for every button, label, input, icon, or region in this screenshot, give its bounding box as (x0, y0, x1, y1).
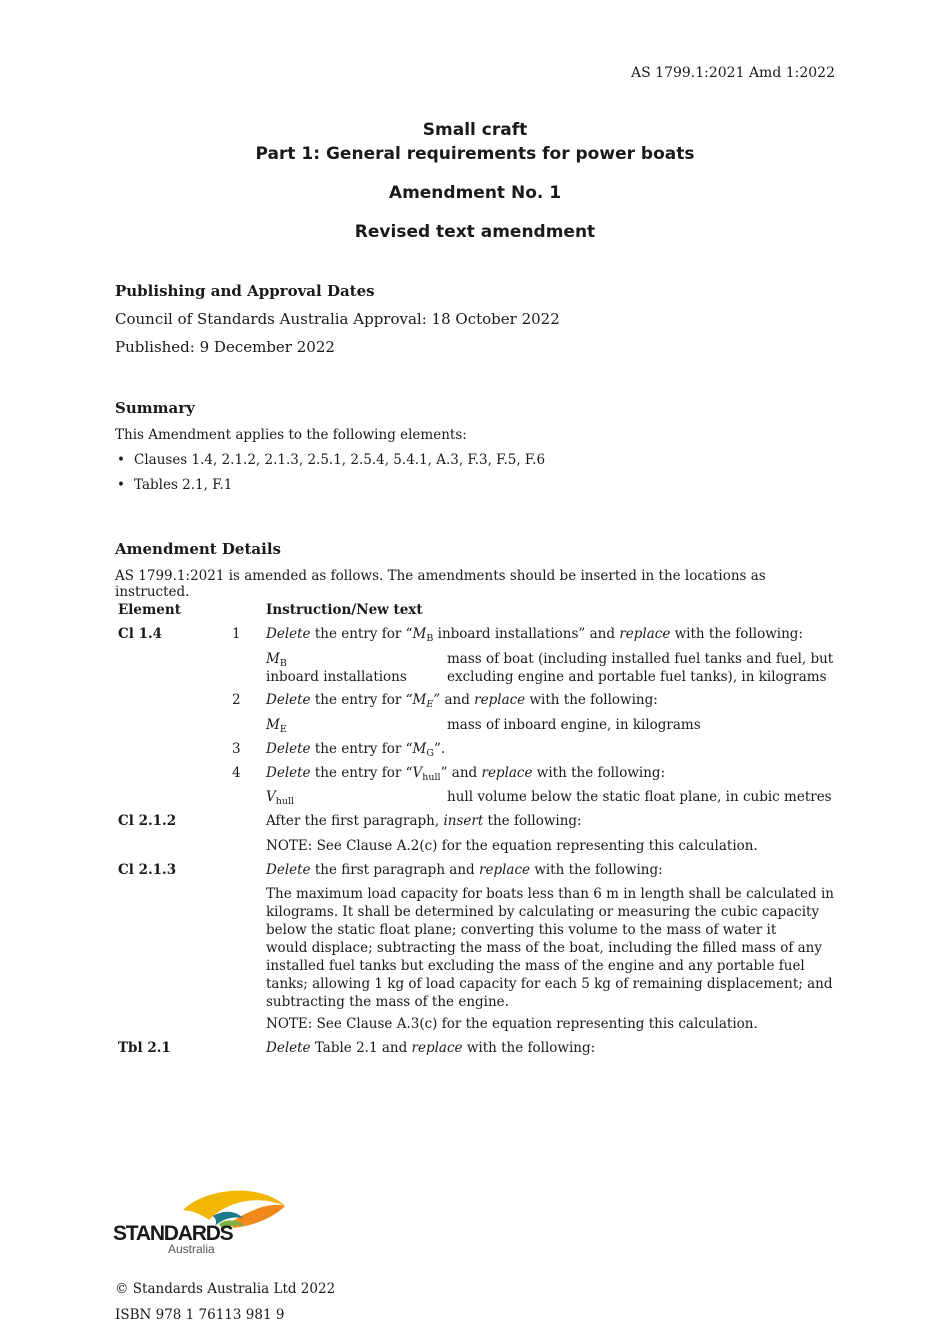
element-cl-2-1-3: Cl 2.1.3 (118, 862, 177, 878)
column-header-instruction: Instruction/New text (266, 602, 423, 618)
instruction-text: the entry for (314, 741, 402, 757)
subscript: E (426, 699, 434, 710)
instruction-text: the following: (487, 813, 582, 829)
note-cl-2-1-2: NOTE: See Clause A.2(c) for the equation representing this calculation. (266, 838, 758, 854)
symbol-mb (266, 650, 407, 686)
instruction-cl-2-1-2 (266, 812, 838, 830)
amendment-type: Revised text amendment (354, 222, 596, 242)
instruction-text: Table 2.1 and (314, 1040, 408, 1056)
instruction-text: and (451, 765, 478, 781)
instruction-tbl-2-1 (266, 1039, 838, 1057)
symbol: M (266, 651, 280, 667)
instruction-cl-2-1-3 (266, 861, 838, 879)
instruction-text: with the following: (534, 862, 663, 878)
symbol: V (266, 789, 276, 805)
item-number: 2 (232, 692, 241, 708)
summary-heading: Summary (115, 399, 195, 417)
dates-heading: Publishing and Approval Dates (115, 282, 375, 300)
replace-word: replace (479, 862, 531, 878)
element-tbl-2-1: Tbl 2.1 (118, 1040, 171, 1056)
replace-word: replace (411, 1040, 463, 1056)
symbol-extra: inboard installations (266, 669, 407, 685)
title-block (0, 118, 950, 244)
summary-item: • Clauses 1.4, 2.1.2, 2.1.3, 2.5.1, 2.5.4, 5.4.1, A.3, F.3, F.5, F.6 (115, 452, 835, 468)
delete-word: Delete (266, 765, 311, 781)
title-line-1: Small craft (422, 120, 528, 140)
published-date: Published: 9 December 2022 (115, 338, 335, 356)
element-cl-2-1-2: Cl 2.1.2 (118, 813, 177, 829)
definition-mb: mass of boat (including installed fuel tanks and fuel, but excluding engine and portable fuel tanks), in kilograms (447, 651, 834, 685)
subscript: hull (422, 772, 441, 783)
symbol: V (412, 765, 423, 781)
symbol-vhull (266, 788, 294, 806)
details-intro: AS 1799.1:2021 is amended as follows. The amendments should be inserted in the locations as instructed. (115, 568, 766, 600)
instruction-text: with the following: (536, 765, 666, 781)
symbol: M (412, 626, 427, 642)
subscript: G (426, 748, 434, 759)
subscript: B (279, 658, 287, 669)
instruction-text: inboard installations” and (437, 626, 616, 642)
note-cl-2-1-3: NOTE: See Clause A.3(c) for the equation representing this calculation. (266, 1016, 758, 1032)
dates-section (115, 282, 835, 356)
symbol: M (412, 692, 427, 708)
subscript: hull (275, 796, 295, 807)
instruction-3: Delete the entry for “$M_G$”. (266, 741, 446, 759)
instruction-text: the entry for (314, 626, 402, 642)
instruction-4: Delete the entry for “$V_{hull}$” and replace with the following: (266, 765, 666, 783)
paragraph-line: kilograms. It shall be determined by calculating or measuring the cubic capacity (266, 904, 820, 920)
item-number: 4 (232, 765, 241, 781)
definition-vhull: hull volume below the static float plane, in cubic metres (447, 789, 832, 805)
instruction-text: with the following: (466, 1040, 596, 1056)
instruction-text: After the first paragraph, (266, 813, 440, 829)
instruction-text: the entry for (314, 765, 402, 781)
replace-word: replace (619, 626, 671, 642)
paragraph-line: below the static float plane; converting this volume to the mass of water it (266, 922, 777, 938)
paragraph-line: tanks; allowing 1 kg of load capacity for each 5 kg of remaining displacement; and (266, 976, 833, 992)
paragraph-line: The maximum load capacity for boats less than 6 m in length shall be calculated in (266, 886, 834, 902)
symbol: M (412, 741, 427, 757)
subscript: E (279, 724, 287, 735)
details-heading: Amendment Details (115, 540, 281, 558)
logo-text-australia: Australia (168, 1242, 215, 1256)
summary-intro: This Amendment applies to the following elements: (115, 427, 467, 443)
paragraph-line: would displace; subtracting the mass of the boat, including the filled mass of any (266, 940, 822, 956)
symbol-me (266, 716, 287, 734)
instruction-text: the entry for (314, 692, 402, 708)
instruction-text: with the following: (529, 692, 658, 708)
symbol: M (266, 717, 280, 733)
replace-word: replace (481, 765, 533, 781)
definition-me: mass of inboard engine, in kilograms (447, 717, 701, 733)
details-section (115, 540, 835, 600)
column-header-element: Element (118, 602, 181, 618)
delete-word: Delete (266, 692, 311, 708)
item-number: 1 (232, 626, 241, 642)
title-line-2: Part 1: General requirements for power boats (255, 144, 695, 164)
isbn: ISBN 978 1 76113 981 9 (115, 1307, 285, 1323)
delete-word: Delete (266, 1040, 311, 1056)
summary-section (115, 399, 835, 493)
summary-item: • Tables 2.1, F.1 (115, 477, 835, 493)
instruction-1: Delete the entry for “$M_B$ inboard installations” and replace with the following: (266, 626, 803, 644)
item-number: 3 (232, 741, 241, 757)
amendment-number: Amendment No. 1 (388, 183, 562, 203)
instruction-2: Delete the entry for “$M_E$” and replace with the following: (266, 692, 658, 710)
standards-australia-logo (113, 1188, 293, 1258)
approval-date: Council of Standards Australia Approval: 18 October 2022 (115, 310, 560, 328)
new-text-paragraph (266, 885, 838, 1011)
insert-word: insert (443, 813, 484, 829)
element-cl-1-4: Cl 1.4 (118, 626, 163, 642)
document-reference: AS 1799.1:2021 Amd 1:2022 (631, 65, 835, 81)
copyright: © Standards Australia Ltd 2022 (115, 1281, 336, 1297)
paragraph-line: subtracting the mass of the engine. (266, 994, 509, 1010)
paragraph-line: installed fuel tanks but excluding the mass of the engine and any portable fuel (266, 958, 805, 974)
subscript: B (426, 633, 434, 644)
instruction-text: the first paragraph and (314, 862, 475, 878)
instruction-text: with the following: (674, 626, 803, 642)
replace-word: replace (474, 692, 526, 708)
delete-word: Delete (266, 741, 311, 757)
logo-text-standards: STANDARDS (113, 1222, 233, 1245)
delete-word: Delete (266, 626, 311, 642)
instruction-text: and (444, 692, 470, 708)
delete-word: Delete (266, 862, 311, 878)
